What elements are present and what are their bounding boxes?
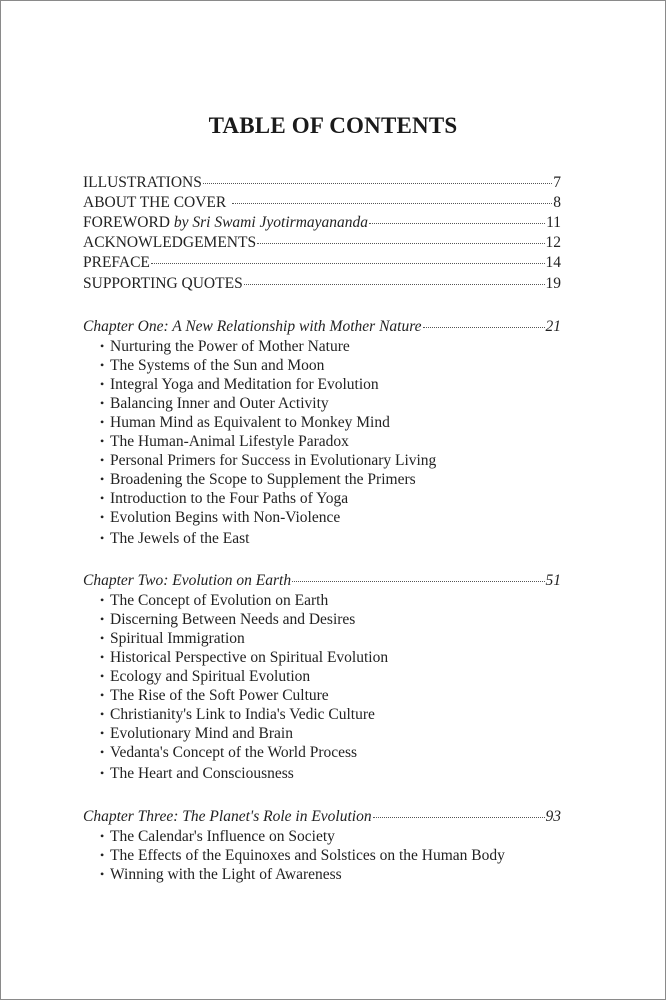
section-item[interactable] (100, 394, 561, 413)
toc-entry-about-the-cover[interactable] (83, 193, 561, 213)
section-label: Introduction to the Four Paths of Yoga (110, 490, 349, 507)
section-label: Discerning Between Needs and Desires (110, 611, 356, 628)
bullet-icon: • (100, 491, 105, 505)
section-item[interactable] (100, 610, 561, 629)
chapter-two-block (83, 571, 561, 783)
section-label: The Concept of Evolution on Earth (110, 592, 329, 609)
dot-leader (257, 243, 544, 244)
section-label: Evolutionary Mind and Brain (110, 725, 293, 742)
section-item[interactable] (100, 705, 561, 724)
section-item[interactable] (100, 508, 561, 527)
section-item[interactable] (100, 375, 561, 394)
section-label: Personal Primers for Success in Evolutionary Living (110, 452, 437, 469)
section-label: Broadening the Scope to Supplement the Primers (110, 471, 416, 488)
bullet-icon: • (100, 688, 105, 702)
page-number: 14 (545, 254, 561, 271)
chapter-three-block (83, 807, 561, 884)
dot-leader (151, 263, 545, 264)
chapter-three-sections (83, 827, 561, 884)
entry-label: PREFACE (83, 254, 150, 271)
toc-entry-acknowledgements[interactable] (83, 233, 561, 253)
bullet-icon: • (100, 510, 105, 524)
section-item[interactable] (100, 489, 561, 508)
page-number: 8 (553, 194, 561, 211)
chapter-two-sections (83, 591, 561, 783)
section-item[interactable] (100, 724, 561, 743)
bullet-icon: • (100, 829, 105, 843)
dot-leader (369, 223, 545, 224)
section-label: The Human-Animal Lifestyle Paradox (110, 433, 349, 450)
chapter-one-sections (83, 337, 561, 548)
bullet-icon: • (100, 745, 105, 759)
dot-leader (244, 284, 545, 285)
dot-leader (423, 327, 545, 328)
bullet-icon: • (100, 650, 105, 664)
section-label: Balancing Inner and Outer Activity (110, 395, 329, 412)
section-label: The Heart and Consciousness (110, 765, 294, 782)
section-item[interactable] (100, 529, 561, 548)
section-label: Integral Yoga and Meditation for Evolution (110, 376, 379, 393)
bullet-icon: • (100, 415, 105, 429)
section-item[interactable] (100, 337, 561, 356)
bullet-icon: • (100, 434, 105, 448)
section-label: Christianity's Link to India's Vedic Culture (110, 706, 375, 723)
front-matter-list (83, 173, 561, 294)
section-item[interactable] (100, 764, 561, 783)
section-item[interactable] (100, 648, 561, 667)
toc-entry-chapter-one[interactable] (83, 317, 561, 337)
bullet-icon: • (100, 396, 105, 410)
section-item[interactable] (100, 432, 561, 451)
section-label: The Rise of the Soft Power Culture (110, 687, 329, 704)
toc-entry-preface[interactable] (83, 253, 561, 273)
section-label: Vedanta's Concept of the World Process (110, 744, 358, 761)
page-title: TABLE OF CONTENTS (208, 113, 458, 138)
bullet-icon: • (100, 531, 105, 545)
chapter-one-block (83, 317, 561, 548)
dot-leader (373, 817, 545, 818)
bullet-icon: • (100, 766, 105, 780)
entry-label-author: by Sri Swami Jyotirmayananda (173, 214, 369, 231)
section-item[interactable] (100, 629, 561, 648)
bullet-icon: • (100, 339, 105, 353)
entry-label: ILLUSTRATIONS (83, 174, 202, 191)
page-number: 7 (553, 174, 561, 191)
section-label: The Calendar's Influence on Society (110, 828, 335, 845)
page-number: 19 (545, 275, 561, 292)
dot-leader (292, 581, 544, 582)
bullet-icon: • (100, 612, 105, 626)
section-item[interactable] (100, 827, 561, 846)
section-item[interactable] (100, 743, 561, 762)
section-item[interactable] (100, 591, 561, 610)
chapter-title: Chapter Three: The Planet's Role in Evolution (83, 808, 372, 825)
section-label: Winning with the Light of Awareness (110, 866, 342, 883)
bullet-icon: • (100, 631, 105, 645)
section-item[interactable] (100, 865, 561, 884)
section-label: Human Mind as Equivalent to Monkey Mind (110, 414, 390, 431)
bullet-icon: • (100, 669, 105, 683)
section-item[interactable] (100, 686, 561, 705)
chapter-title: Chapter One: A New Relationship with Mother Nature (83, 318, 422, 335)
section-label: Evolution Begins with Non-Violence (110, 509, 341, 526)
bullet-icon: • (100, 453, 105, 467)
section-item[interactable] (100, 470, 561, 489)
section-item[interactable] (100, 667, 561, 686)
dot-leader (232, 203, 552, 204)
section-label: Ecology and Spiritual Evolution (110, 668, 311, 685)
section-label: Spiritual Immigration (110, 630, 245, 647)
toc-entry-supporting-quotes[interactable] (83, 274, 561, 294)
section-label: The Effects of the Equinoxes and Solstices on the Human Body (110, 847, 505, 864)
section-item[interactable] (100, 451, 561, 470)
section-label: The Systems of the Sun and Moon (110, 357, 325, 374)
toc-entry-illustrations[interactable] (83, 173, 561, 193)
section-item[interactable] (100, 413, 561, 432)
toc-entry-foreword[interactable] (83, 213, 561, 233)
page-number: 93 (545, 808, 561, 825)
entry-label: ABOUT THE COVER (83, 194, 227, 211)
page-number: 51 (545, 572, 561, 589)
entry-label-main: FOREWORD (83, 214, 170, 231)
section-item[interactable] (100, 356, 561, 375)
entry-label: SUPPORTING QUOTES (83, 275, 243, 292)
bullet-icon: • (100, 358, 105, 372)
section-label: The Jewels of the East (110, 530, 250, 547)
section-label: Historical Perspective on Spiritual Evolution (110, 649, 389, 666)
bullet-icon: • (100, 377, 105, 391)
toc-entry-chapter-two[interactable] (83, 571, 561, 591)
bullet-icon: • (100, 867, 105, 881)
bullet-icon: • (100, 848, 105, 862)
entry-label (83, 213, 368, 233)
page-number: 21 (545, 318, 561, 335)
dot-leader (203, 183, 552, 184)
section-label: Nurturing the Power of Mother Nature (110, 338, 350, 355)
bullet-icon: • (100, 593, 105, 607)
chapter-title: Chapter Two: Evolution on Earth (83, 572, 292, 589)
entry-label: ACKNOWLEDGEMENTS (83, 234, 257, 251)
page-number: 11 (546, 214, 561, 231)
section-item[interactable] (100, 846, 561, 865)
bullet-icon: • (100, 472, 105, 486)
page-number: 12 (545, 234, 561, 251)
toc-entry-chapter-three[interactable] (83, 807, 561, 827)
bullet-icon: • (100, 707, 105, 721)
bullet-icon: • (100, 726, 105, 740)
